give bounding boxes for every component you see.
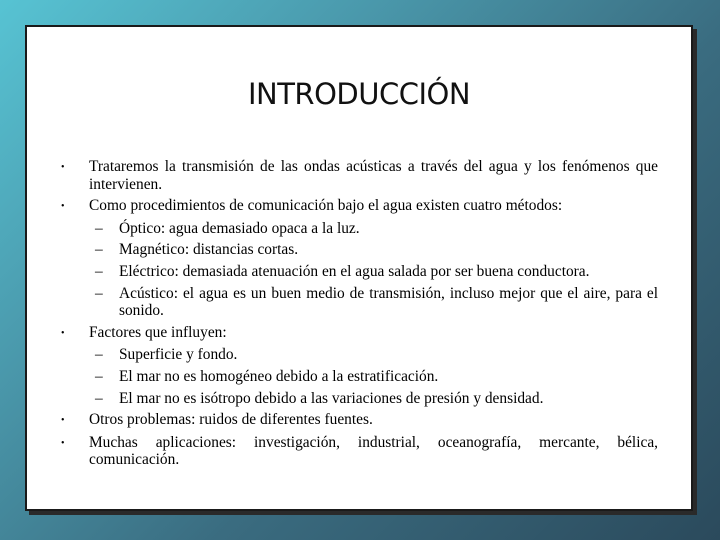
dash-icon: – <box>95 262 103 280</box>
bullet-text: Factores que influyen: <box>89 323 227 341</box>
dash-icon: – <box>95 219 103 237</box>
dash-icon: – <box>95 284 103 302</box>
sub-bullet-text: Magnético: distancias cortas. <box>119 241 299 259</box>
sub-bullet-text: Eléctrico: demasiada atenuación en el agua salada por ser buena conductora. <box>119 262 590 280</box>
bullet-text: Como procedimientos de comunicación bajo el agua existen cuatro métodos: <box>89 197 563 215</box>
sub-bullet-text: El mar no es isótropo debido a las variaciones de presión y densidad. <box>119 389 544 407</box>
sub-bullet-item <box>95 390 658 408</box>
sub-bullet-item <box>95 241 658 259</box>
sub-bullet-item <box>95 263 658 281</box>
bullet-dot-icon: • <box>61 327 65 339</box>
dash-icon: – <box>95 346 103 364</box>
sub-bullet-text: Acústico: el agua es un buen medio de transmisión, incluso mejor que el aire, para el sonido. <box>119 284 658 320</box>
bullet-text: Otros problemas: ruidos de diferentes fuentes. <box>89 411 373 429</box>
slide-title: INTRODUCCIÓN <box>247 77 471 111</box>
bullet-text: Muchas aplicaciones: investigación, industrial, oceanografía, mercante, bélica, comunicación. <box>89 433 658 469</box>
bullet-list <box>55 158 658 473</box>
sub-bullet-text: Superficie y fondo. <box>119 346 238 364</box>
bullet-item <box>55 158 658 193</box>
sub-bullet-text: El mar no es homogéneo debido a la estratificación. <box>119 367 439 385</box>
bullet-item <box>55 197 658 216</box>
bullet-item <box>55 434 658 469</box>
bullet-dot-icon: • <box>61 162 65 173</box>
bullet-dot-icon: • <box>61 415 65 427</box>
bullet-item <box>55 411 658 430</box>
sub-bullet-item <box>95 346 658 364</box>
sub-bullet-item <box>95 285 658 320</box>
dash-icon: – <box>95 389 103 407</box>
sub-bullet-text: Óptico: agua demasiado opaca a la luz. <box>119 219 360 237</box>
slide-panel <box>25 25 693 511</box>
bullet-text: Trataremos la transmisión de las ondas acústicas a través del agua y los fenómenos que intervienen. <box>89 158 658 193</box>
sub-bullet-item <box>95 368 658 386</box>
dash-icon: – <box>95 367 103 385</box>
dash-icon: – <box>95 241 103 259</box>
sub-bullet-item <box>95 220 658 238</box>
bullet-item <box>55 324 658 343</box>
bullet-dot-icon: • <box>61 201 65 213</box>
bullet-dot-icon: • <box>61 437 65 449</box>
